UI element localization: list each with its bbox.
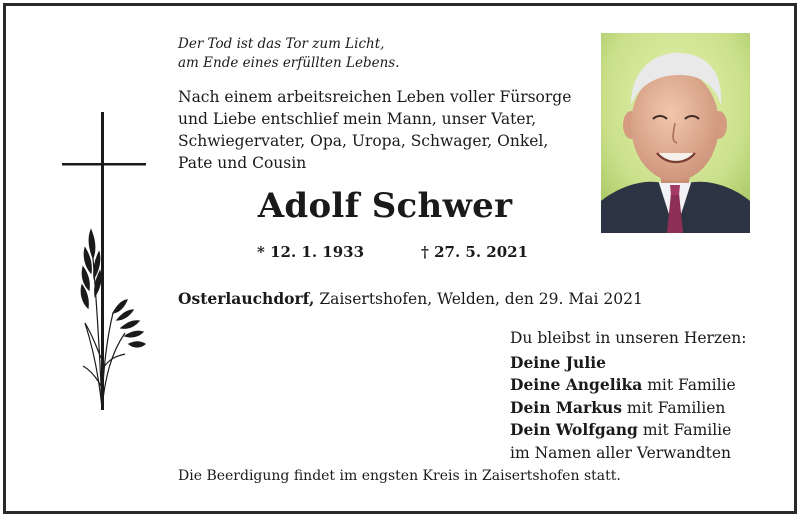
motto-text <box>178 35 400 73</box>
birth-date: * 12. 1. 1933 <box>257 243 365 261</box>
signoff-suffix: mit Familie <box>637 421 732 439</box>
intro-line: Pate und Cousin <box>178 154 307 172</box>
intro-line: Schwiegervater, Opa, Uropa, Schwager, Onkel, <box>178 132 549 150</box>
signoff-row <box>510 352 746 375</box>
signoff-suffix: mit Familien <box>621 398 726 417</box>
motto-line: am Ende eines erfüllten Lebens. <box>178 55 400 71</box>
place-rest: Zaisertshofen, Welden, den 29. Mai 2021 <box>314 290 643 308</box>
place-and-date <box>178 289 643 308</box>
signoff-suffix: im Namen aller Verwandten <box>510 443 731 462</box>
signoff-block <box>510 327 746 464</box>
signoff-row <box>510 419 746 442</box>
intro-line: und Liebe entschlief mein Mann, unser Vater, <box>178 110 537 128</box>
signoff-name: Dein Markus <box>510 397 622 417</box>
signoff-row <box>510 374 746 397</box>
cross-wheat-symbol <box>55 108 155 413</box>
funeral-notice: Die Beerdigung findet im engsten Kreis in Zaisertshofen statt. <box>178 468 621 484</box>
signoff-row <box>510 442 746 465</box>
signoff-suffix: mit Familie <box>642 376 736 394</box>
deceased-name: Adolf Schwer <box>257 186 513 226</box>
place-town: Osterlauchdorf, <box>178 289 315 308</box>
signoff-name: Dein Wolfgang <box>510 420 638 439</box>
signoff-name: Deine Angelika <box>510 375 643 394</box>
intro-paragraph <box>178 86 593 174</box>
signoff-row <box>510 397 746 420</box>
wheat-icon <box>81 230 145 408</box>
motto-line: Der Tod ist das Tor zum Licht, <box>178 36 385 52</box>
death-date: † 27. 5. 2021 <box>421 243 529 261</box>
signoff-lead: Du bleibst in unseren Herzen: <box>510 329 747 347</box>
intro-line: Nach einem arbeitsreichen Leben voller Fürsorge <box>178 88 572 106</box>
portrait-photo <box>601 33 750 233</box>
signoff-name: Deine Julie <box>510 352 606 372</box>
